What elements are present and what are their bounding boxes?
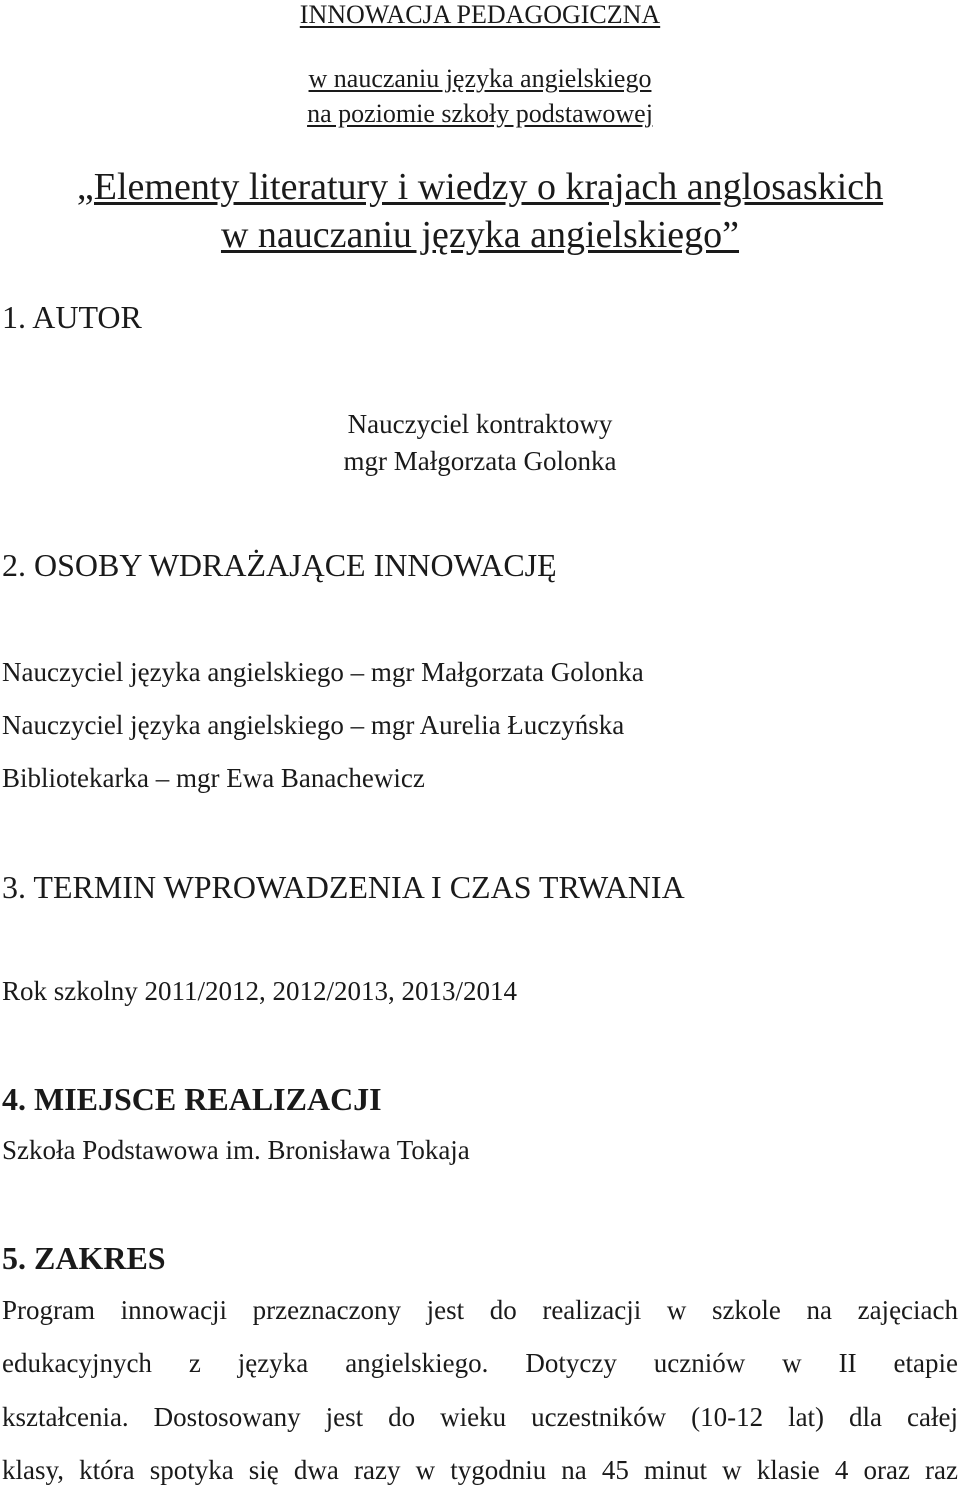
subtitle-line-1: w nauczaniu języka angielskiego xyxy=(308,64,652,93)
section-author-heading: 1. AUTOR xyxy=(2,299,142,335)
section-scope-heading: 5. ZAKRES xyxy=(2,1240,166,1276)
scope-line-3: kształcenia. Dostosowany jest do wieku uczestników (10-12 lat) dla całej xyxy=(2,1402,958,1432)
topic-line-1: „Elementy literatury i wiedzy o krajach anglosaskich xyxy=(76,166,884,208)
section-duration-heading: 3. TERMIN WPROWADZENIA I CZAS TRWANIA xyxy=(2,869,685,905)
section-location-heading: 4. MIEJSCE REALIZACJI xyxy=(2,1081,382,1117)
scope-line-2: edukacyjnych z języka angielskiego. Dotyczy uczniów w II etapie xyxy=(2,1348,958,1378)
implementer-2: Nauczyciel języka angielskiego – mgr Aurelia Łuczyńska xyxy=(2,710,625,740)
implementer-3: Bibliotekarka – mgr Ewa Banachewicz xyxy=(2,763,425,793)
section-implementers-heading: 2. OSOBY WDRAŻAJĄCE INNOWACJĘ xyxy=(2,547,557,583)
location-text: Szkoła Podstawowa im. Bronisława Tokaja xyxy=(2,1135,470,1165)
topic-line-2: w nauczaniu języka angielskiego” xyxy=(220,214,740,256)
subtitle-line-2: na poziomie szkoły podstawowej xyxy=(307,99,653,128)
author-name: mgr Małgorzata Golonka xyxy=(343,446,617,476)
implementer-1: Nauczyciel języka angielskiego – mgr Małgorzata Golonka xyxy=(2,657,644,687)
scope-line-4: klasy, która spotyka się dwa razy w tygodniu na 45 minut w klasie 4 oraz raz xyxy=(2,1455,958,1485)
scope-line-1: Program innowacji przeznaczony jest do realizacji w szkole na zajęciach xyxy=(2,1295,958,1325)
author-role: Nauczyciel kontraktowy xyxy=(347,409,613,439)
document-title: INNOWACJA PEDAGOGICZNA xyxy=(299,0,661,29)
duration-text: Rok szkolny 2011/2012, 2012/2013, 2013/2014 xyxy=(2,976,518,1006)
